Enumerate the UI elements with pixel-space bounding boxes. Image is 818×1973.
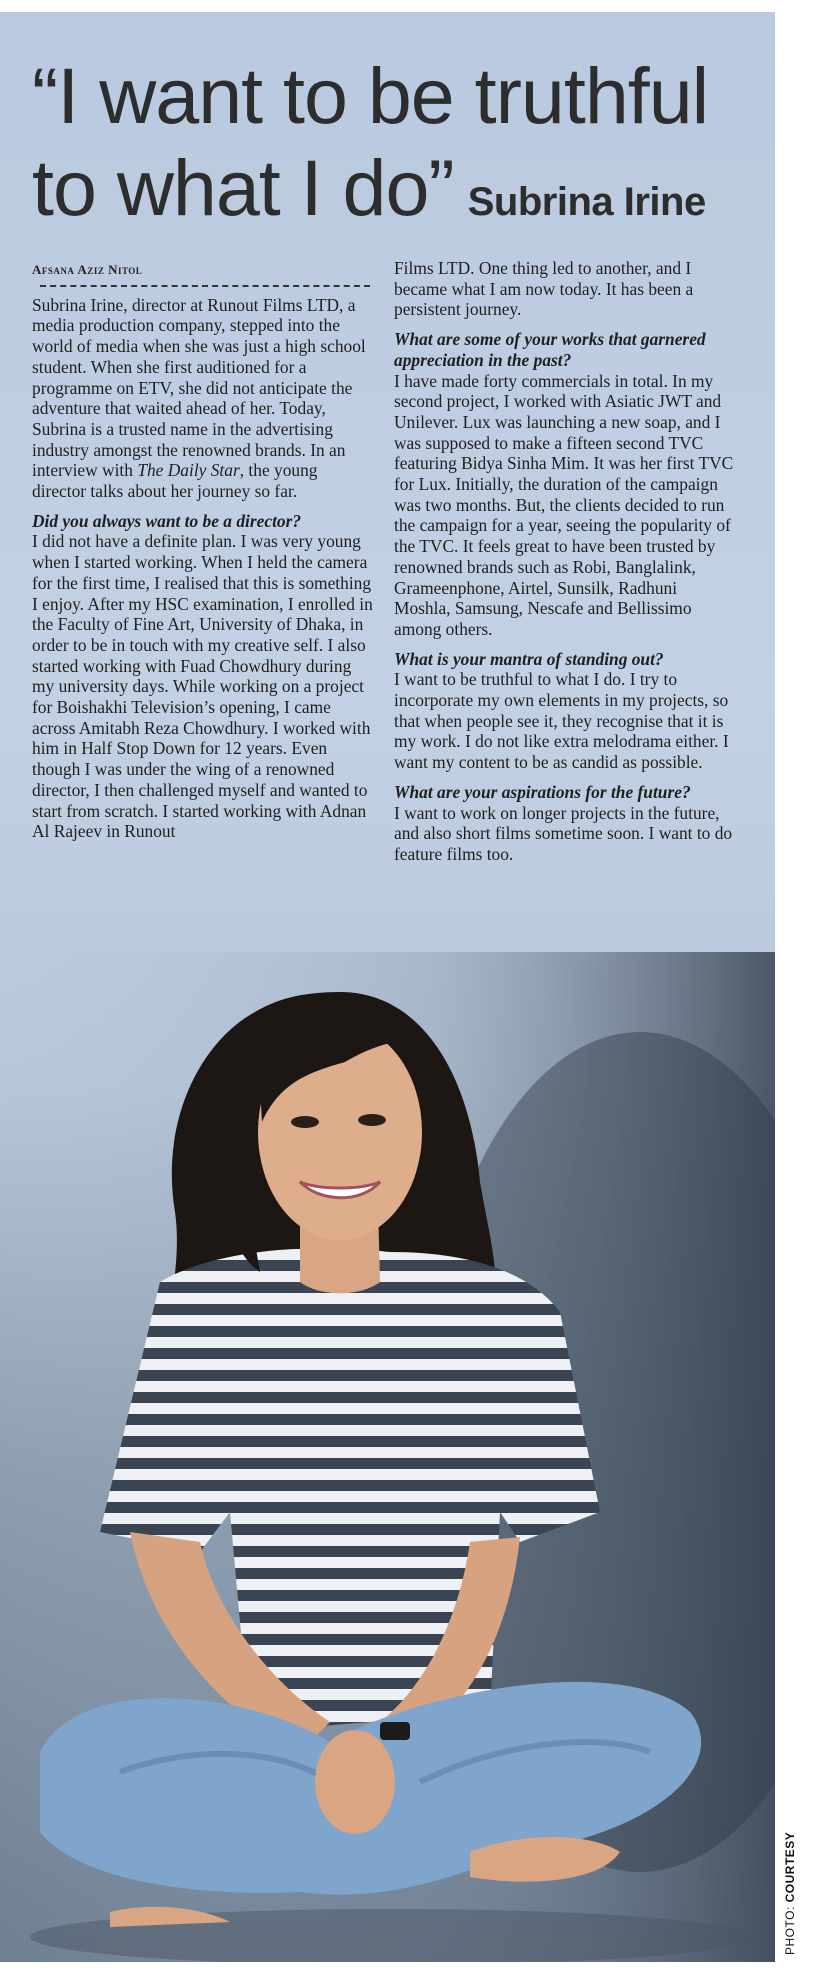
headline-line-2 (32, 142, 762, 248)
photo-credit-name: COURTESY (783, 1831, 797, 1903)
question-2: What are some of your works that garnered appreciation in the past? (394, 329, 706, 370)
publication-name: The Daily Star (137, 460, 240, 481)
photo-credit-label: PHOTO: (783, 1906, 797, 1955)
question-1: Did you always want to be a director? (32, 510, 302, 531)
question-3: What is your mantra of standing out? (394, 648, 664, 669)
answer-1-part-1: I did not have a definite plan. I was very young when I started working. When I held the camera for the first time, I realised that this is something I enjoy. After my HSC examination, I enrolled in the Faculty of Fine Art, University of Dhaka, in order to be in touch with my creative self. I also started working with Fuad Chowdhury during my university days. While working on a project for Boishakhi Television’s opening, I came across Amitabh Reza Chowdhury. I worked with him in Half Stop Down for 12 years. Even though I was under the wing of a renowned director, I then challenged myself and wanted to start from scratch. I started working with Adnan Al Rajeev in Runout (32, 531, 373, 842)
article-page (0, 12, 775, 1962)
intro-text: Subrina Irine, director at Runout Films LTD, a media production company, stepped into the world of media when she was just a high school student. When she first auditioned for a programme on ETV, she did not anticipate the adventure that waited ahead of her. Today, Subrina is a trusted name in the advertising industry amongst the renowned brands. In an interview with (32, 294, 366, 481)
intro-end: , the young director talks about her journey so far. (32, 460, 318, 502)
portrait-photo (0, 952, 775, 1962)
subject-name: Subrina Irine (467, 180, 706, 224)
answer-2: I have made forty commercials in total. In my second project, I worked with Asiatic JWT and Unilever. Lux was launching a new soap, and I was supposed to make a fifteen second TVC featuring Bidya Sinha Mim. It was her first TVC for Lux. Initially, the duration of the campaign was two months. But, the clients decided to run the campaign for a year, seeing the popularity of the TVC. It feels great to have been trusted by renowned brands such as Robi, Banglalink, Grameenphone, Airtel, Sunsilk, Radhuni Moshla, Samsung, Nescafe and Bellissimo among others. (394, 370, 734, 639)
article-column-right (394, 258, 736, 865)
headline-quote-end: to what I do” (32, 143, 454, 232)
answer-3: I want to be truthful to what I do. I try to incorporate my own elements in my projects, so that when people see it, they recognise that it is my work. I do not like extra melodrama either. I want my content to be as candid as possible. (394, 669, 729, 773)
photo-credit (783, 1832, 797, 1955)
byline: Afsana Aziz Nitol (32, 262, 143, 277)
byline-divider (40, 285, 370, 287)
answer-1-part-2: Films LTD. One thing led to another, and I became what I am now today. It has been a persistent journey. (394, 258, 694, 320)
headline (32, 50, 762, 248)
headline-line-1: “I want to be truthful (32, 51, 709, 140)
intro-paragraph (32, 295, 374, 502)
article-column-left (32, 260, 374, 842)
question-4: What are your aspirations for the future? (394, 781, 691, 802)
answer-4: I want to work on longer projects in the future, and also short films sometime soon. I want to do feature films too. (394, 802, 733, 864)
